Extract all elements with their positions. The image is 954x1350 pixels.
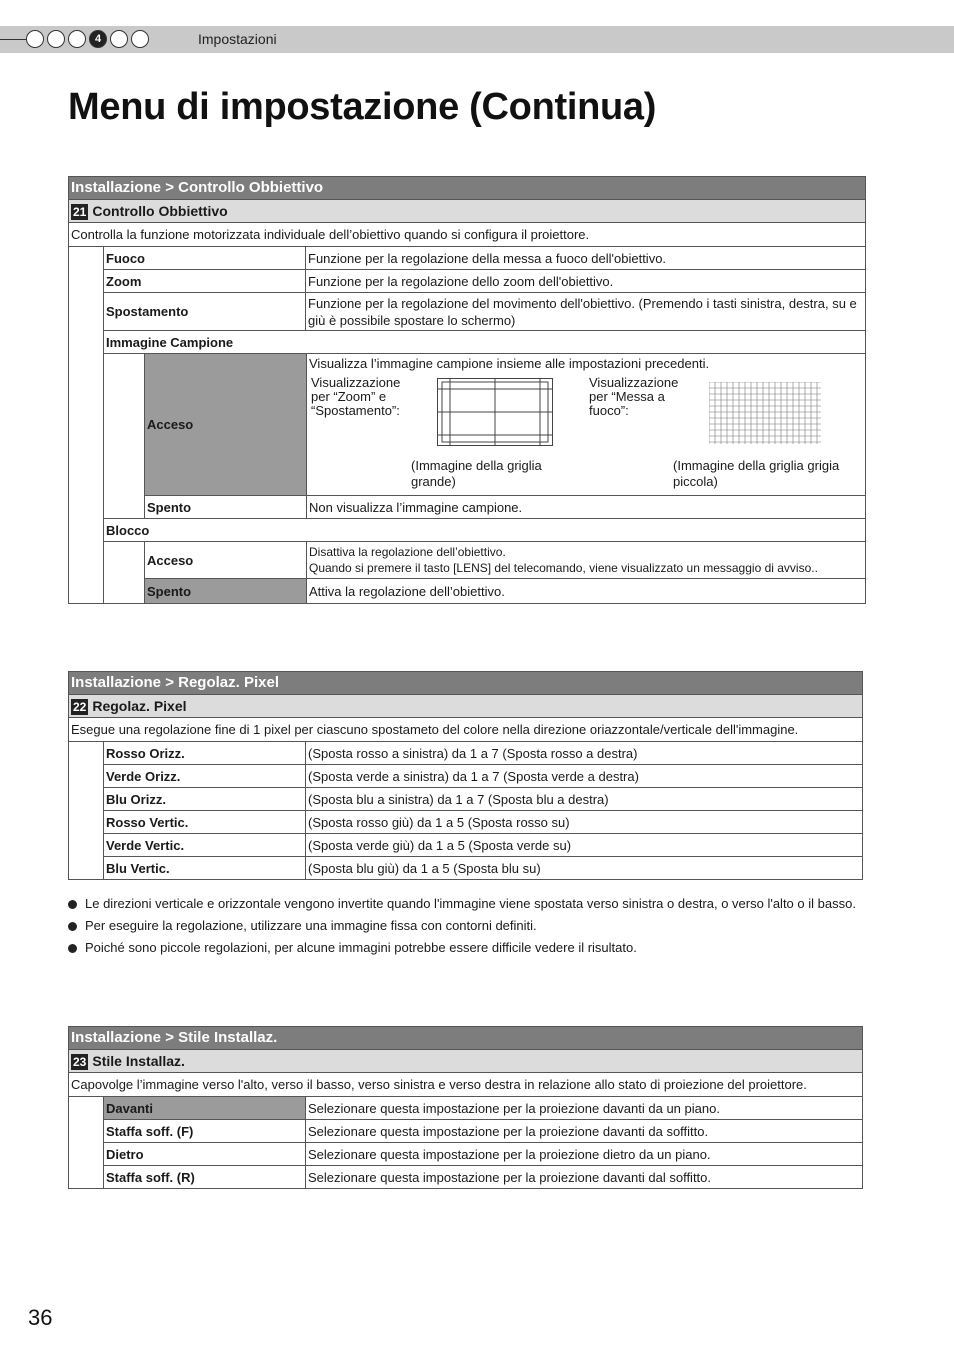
row-label: Rosso Vertic.	[104, 811, 306, 833]
option-label: Acceso	[145, 354, 307, 495]
option-label: Spento	[145, 496, 307, 518]
table-row	[104, 765, 862, 788]
section-header: Installazione > Stile Installaz.	[69, 1027, 862, 1050]
item-number: 22	[73, 700, 87, 714]
row-label: Staffa soff. (R)	[104, 1166, 306, 1188]
row-label: Verde Vertic.	[104, 834, 306, 856]
table-row	[104, 857, 862, 879]
row-label: Fuoco	[104, 247, 306, 269]
row-value: Selezionare questa impostazione per la proiezione davanti da un piano.	[308, 1100, 720, 1116]
caption: (Immagine della griglia grande)	[411, 458, 542, 489]
row-value: (Sposta rosso giù) da 1 a 5 (Sposta rosso su)	[308, 814, 570, 830]
section-subtitle	[69, 200, 865, 223]
table-row	[145, 354, 865, 496]
breadcrumb: Impostazioni	[198, 31, 277, 47]
bullet-icon	[68, 900, 77, 909]
table-row	[104, 331, 865, 354]
pattern-preview	[307, 354, 865, 495]
section-lens-control	[68, 176, 866, 604]
list-item	[68, 897, 878, 911]
section-description: Esegue una regolazione fine di 1 pixel per ciascuno spostameto del colore nella direzione oriazzontale/verticale dell'immagine.	[69, 718, 862, 742]
caption: Visualizzazione per “Zoom” e “Spostamento”:	[311, 375, 401, 418]
table-row	[104, 834, 862, 857]
row-value: (Sposta blu a sinistra) da 1 a 7 (Sposta blu a destra)	[308, 791, 609, 807]
table-row	[104, 1097, 862, 1120]
step-circle	[26, 30, 44, 48]
indent-column	[69, 247, 104, 603]
row-value: Selezionare questa impostazione per la proiezione dietro da un piano.	[308, 1146, 711, 1162]
option-description: Non visualizza l’immagine campione.	[309, 499, 523, 515]
table-row	[104, 1166, 862, 1188]
table-body	[69, 742, 862, 879]
list-item	[68, 919, 878, 933]
caption: (Immagine della griglia grigia piccola)	[673, 458, 840, 489]
table-row	[145, 496, 865, 518]
section-install-style	[68, 1026, 863, 1189]
indent-column	[69, 1097, 104, 1188]
section-subtitle	[69, 1050, 862, 1073]
row-value: (Sposta blu giù) da 1 a 5 (Sposta blu su)	[308, 860, 541, 876]
table-row	[145, 579, 865, 603]
indent-column	[104, 542, 145, 603]
subtitle-text: Controllo Obbiettivo	[92, 203, 228, 219]
section-header: Installazione > Controllo Obbiettivo	[69, 177, 865, 200]
subrows	[145, 354, 865, 518]
page-number: 36	[28, 1305, 53, 1330]
row-label: Spostamento	[104, 293, 306, 330]
section-header: Installazione > Regolaz. Pixel	[69, 672, 862, 695]
table-row	[104, 542, 865, 603]
section-description: Capovolge l’immagine verso l'alto, verso il basso, verso sinistra e verso destra in relazione allo stato di proiezione del proiettore.	[69, 1073, 862, 1097]
small-grid-image	[709, 382, 821, 444]
page-title: Menu di impostazione (Continua)	[68, 86, 657, 128]
row-value: (Sposta verde a sinistra) da 1 a 7 (Sposta verde a destra)	[308, 768, 639, 784]
row-label: Zoom	[104, 270, 306, 292]
section-description: Controlla la funzione motorizzata individuale dell’obiettivo quando si configura il proiettore.	[69, 223, 865, 247]
table-row	[104, 293, 865, 331]
step-circle	[131, 30, 149, 48]
row-label: Dietro	[104, 1143, 306, 1165]
small-grid-svg	[709, 382, 821, 444]
step-circle	[47, 30, 65, 48]
row-value: Funzione per la regolazione della messa a fuoco dell'obiettivo.	[308, 250, 667, 266]
row-label: Verde Orizz.	[104, 765, 306, 787]
row-value: Funzione per la regolazione dello zoom dell'obiettivo.	[308, 273, 614, 289]
step-indicator	[26, 30, 149, 48]
indent-column	[69, 742, 104, 879]
table-row	[104, 742, 862, 765]
subtitle-text: Stile Installaz.	[92, 1053, 185, 1069]
row-value: Selezionare questa impostazione per la proiezione davanti dal soffitto.	[308, 1169, 712, 1185]
table-row	[104, 1143, 862, 1166]
section-subtitle	[69, 695, 862, 718]
row-label: Blu Orizz.	[104, 788, 306, 810]
step-circle-active: 4	[89, 30, 107, 48]
table-row	[104, 1120, 862, 1143]
table-row	[104, 354, 865, 519]
table-row	[104, 811, 862, 834]
option-description: Attiva la regolazione dell’obiettivo.	[309, 583, 505, 599]
table-row	[104, 788, 862, 811]
row-value: Funzione per la regolazione del movimento dell'obiettivo. (Premendo i tasti sinistra, destra, su e giù è possibile spostare lo schermo)	[308, 295, 857, 328]
option-label: Spento	[145, 579, 307, 603]
notes-list	[68, 897, 878, 963]
rows-container	[104, 1097, 862, 1188]
large-grid-image	[437, 378, 553, 446]
option-description	[307, 542, 865, 578]
row-label: Immagine Campione	[106, 334, 234, 350]
rows-container	[104, 247, 865, 603]
row-label: Blocco	[106, 522, 150, 538]
bullet-icon	[68, 922, 77, 931]
desc-line: Disattiva la regolazione dell’obiettivo.	[309, 545, 506, 559]
subtitle-text: Regolaz. Pixel	[92, 698, 187, 714]
step-circle	[68, 30, 86, 48]
option-label: Acceso	[145, 542, 307, 578]
row-value: Selezionare questa impostazione per la proiezione davanti da soffitto.	[308, 1123, 709, 1139]
step-circle	[110, 30, 128, 48]
row-label: Rosso Orizz.	[104, 742, 306, 764]
top-bar	[0, 26, 954, 53]
bullet-icon	[68, 944, 77, 953]
row-value: (Sposta verde giù) da 1 a 5 (Sposta verde su)	[308, 837, 572, 853]
option-description: Visualizza l’immagine campione insieme alle impostazioni precedenti.	[309, 356, 710, 371]
note-text: Le direzioni verticale e orizzontale vengono invertite quando l'immagine viene spostata verso sinistra o destra, o verso l'alto o il basso.	[85, 896, 856, 911]
table-row	[145, 542, 865, 579]
row-label: Davanti	[104, 1097, 306, 1119]
table-row	[104, 270, 865, 293]
desc-line: Quando si premere il tasto [LENS] del telecomando, viene visualizzato un messaggio di avviso..	[309, 561, 818, 575]
indent-column	[104, 354, 145, 518]
section-pixel-adjust	[68, 671, 863, 880]
table-body	[69, 1097, 862, 1188]
list-item	[68, 941, 878, 955]
table-body	[69, 247, 865, 603]
rows-container	[104, 742, 862, 879]
note-text: Per eseguire la regolazione, utilizzare una immagine fissa con contorni definiti.	[85, 918, 537, 933]
item-number: 21	[73, 205, 87, 219]
row-label: Blu Vertic.	[104, 857, 306, 879]
subrows	[145, 542, 865, 603]
table-row	[104, 519, 865, 542]
row-value: (Sposta rosso a sinistra) da 1 a 7 (Sposta rosso a destra)	[308, 745, 638, 761]
table-row	[104, 247, 865, 270]
note-text: Poiché sono piccole regolazioni, per alcune immagini potrebbe essere difficile vedere il risultato.	[85, 940, 637, 955]
row-label: Staffa soff. (F)	[104, 1120, 306, 1142]
caption: Visualizzazione per “Messa a fuoco”:	[589, 375, 679, 418]
item-number: 23	[73, 1055, 87, 1069]
large-grid-svg	[438, 379, 552, 445]
